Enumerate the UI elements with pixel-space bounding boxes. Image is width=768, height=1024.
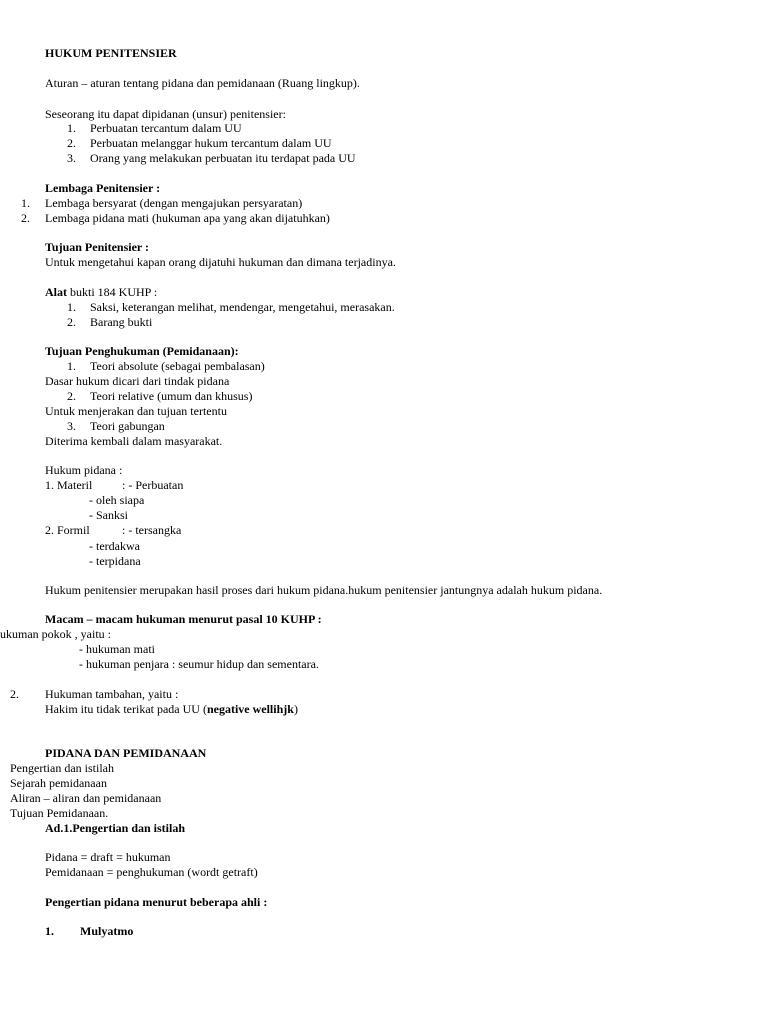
list-item: Lembaga bersyarat (dengan mengajukan persyaratan) [45, 196, 303, 210]
list-number: 3. [67, 419, 76, 433]
list-item: Orang yang melakukan perbuatan itu terdapat pada UU [90, 151, 356, 165]
list-number: 2. [21, 211, 30, 225]
lembaga-heading: Lembaga Penitensier : [45, 181, 161, 195]
list-item: Perbuatan tercantum dalam UU [90, 121, 242, 135]
list-number: 1. [67, 300, 76, 314]
hukuman-heading: Tujuan Penghukuman (Pemidanaan): [45, 344, 239, 358]
topic-item: Tujuan Pemidanaan. [10, 806, 109, 820]
list-number: 1. [67, 359, 76, 373]
list-number: 3. [67, 151, 76, 165]
list-item: Lembaga pidana mati (hukuman apa yang akan dijatuhkan) [45, 211, 330, 225]
hakim-post: ) [293, 702, 298, 716]
teori-desc: Dasar hukum dicari dari tindak pidana [45, 374, 230, 388]
topic-item: Aliran – aliran dan pemidanaan [10, 791, 162, 805]
pokok-item: - hukuman mati [79, 642, 155, 656]
definition-line: Pidana = draft = hukuman [45, 850, 171, 864]
topic-item: Pengertian dan istilah [10, 761, 114, 775]
penitensier-paragraph: Hukum penitensier merupakan hasil proses dari hukum pidana.hukum penitensier jantungnya adalah hukum pidana. [45, 583, 603, 597]
hukum-pidana-label: Hukum pidana : [45, 463, 123, 477]
hakim-line [45, 702, 298, 717]
scope-text: Aturan – aturan tentang pidana dan pemidanaan (Ruang lingkup). [45, 76, 360, 90]
formil-item: : - tersangka [122, 523, 182, 537]
teori-desc: Diterima kembali dalam masyarakat. [45, 434, 223, 448]
list-number: 2. [67, 389, 76, 403]
alat-rest: bukti 184 KUHP : [67, 285, 158, 299]
list-number: 2. [67, 136, 76, 150]
teori-item: Teori gabungan [90, 419, 165, 433]
ad1-heading: Ad.1.Pengertian dan istilah [45, 821, 186, 835]
list-number: 1. [67, 121, 76, 135]
formil-item: - terpidana [89, 554, 141, 568]
formil-label: 2. Formil [45, 523, 90, 537]
list-number: 1. [45, 924, 54, 938]
materil-item: : - Perbuatan [122, 478, 184, 492]
list-item: Barang bukti [90, 315, 153, 329]
tujuan-heading: Tujuan Penitensier : [45, 240, 150, 254]
teori-item: Teori relative (umum dan khusus) [90, 389, 253, 403]
list-item: Saksi, keterangan melihat, mendengar, mengetahui, merasakan. [90, 300, 395, 314]
list-number: 2. [10, 687, 19, 701]
teori-desc: Untuk menjerakan dan tujuan tertentu [45, 404, 227, 418]
ahli-heading: Pengertian pidana menurut beberapa ahli : [45, 895, 268, 909]
list-item: Perbuatan melanggar hukum tercantum dalam UU [90, 136, 332, 150]
teori-item: Teori absolute (sebagai pembalasan) [90, 359, 265, 373]
pokok-label: ukuman pokok , yaitu : [0, 627, 111, 641]
definition-line: Pemidanaan = penghukuman (wordt getraft) [45, 865, 258, 879]
macam-heading: Macam – macam hukuman menurut pasal 10 KUHP : [45, 612, 322, 626]
hakim-bold: negative wellihjk [206, 702, 294, 716]
tujuan-text: Untuk mengetahui kapan orang dijatuhi hukuman dan dimana terjadinya. [45, 255, 396, 269]
tambahan-label: Hukuman tambahan, yaitu : [45, 687, 179, 701]
materil-label: 1. Materil [45, 478, 93, 492]
list-number: 2. [67, 315, 76, 329]
alat-line [45, 285, 157, 300]
pidana-heading: PIDANA DAN PEMIDANAAN [45, 746, 207, 760]
alat-bold: Alat [45, 285, 67, 299]
list-number: 1. [21, 196, 30, 210]
doc-title: HUKUM PENITENSIER [45, 46, 177, 60]
unsur-intro: Seseorang itu dapat dipidanan (unsur) penitensier: [45, 107, 286, 121]
materil-item: - Sanksi [89, 508, 128, 522]
pokok-item: - hukuman penjara : seumur hidup dan sementara. [79, 657, 319, 671]
hakim-pre: Hakim itu tidak terikat pada UU ( [45, 702, 207, 716]
topic-item: Sejarah pemidanaan [10, 776, 107, 790]
formil-item: - terdakwa [89, 539, 140, 553]
materil-item: - oleh siapa [89, 493, 145, 507]
ahli-item: Mulyatmo [80, 924, 134, 938]
